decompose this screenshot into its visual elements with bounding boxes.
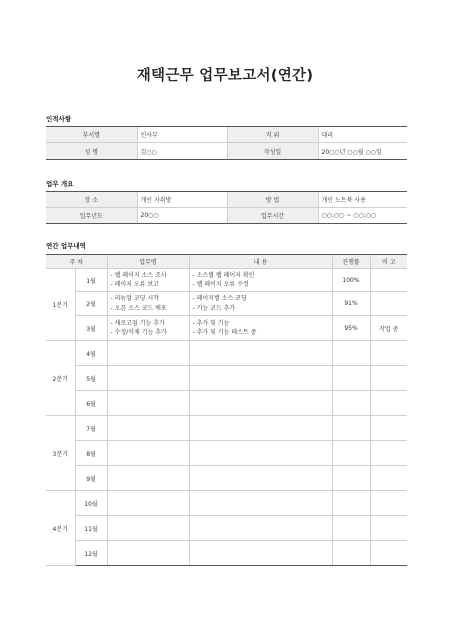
content-cell[interactable] bbox=[189, 269, 332, 292]
content-line: - 기능 코드 추가 bbox=[192, 304, 236, 312]
month-label: 8월 bbox=[75, 441, 107, 466]
content-cell[interactable] bbox=[189, 292, 332, 316]
content-line: - 추가 및 기능 테스트 중 bbox=[192, 329, 257, 336]
place-label: 장 소 bbox=[46, 192, 137, 208]
progress-cell[interactable]: 91% bbox=[332, 292, 370, 316]
content-line: - 웹 페이지 오류 수정 bbox=[192, 281, 249, 288]
content-cell[interactable] bbox=[189, 341, 332, 366]
personal-info-table bbox=[46, 126, 407, 160]
progress-cell[interactable] bbox=[332, 541, 370, 566]
content-cell[interactable] bbox=[189, 516, 332, 541]
month-label: 12월 bbox=[75, 541, 107, 566]
task-cell[interactable] bbox=[107, 269, 189, 292]
date-label: 작성일 bbox=[227, 143, 318, 160]
method-value[interactable]: 개인 노트북 사용 bbox=[318, 192, 407, 208]
task-cell[interactable] bbox=[107, 292, 189, 316]
progress-cell[interactable]: 100% bbox=[332, 269, 370, 292]
quarter-label: 2분기 bbox=[46, 341, 75, 416]
month-row bbox=[46, 416, 407, 441]
header-week: 주 차 bbox=[46, 255, 107, 269]
name-value[interactable]: 김○○ bbox=[137, 143, 227, 160]
content-cell[interactable] bbox=[189, 466, 332, 491]
progress-cell[interactable] bbox=[332, 366, 370, 391]
task-cell[interactable] bbox=[107, 416, 189, 441]
content-line: - 페이지별 소스 코딩 bbox=[192, 295, 247, 302]
note-cell[interactable] bbox=[370, 416, 407, 441]
month-label: 10월 bbox=[75, 491, 107, 516]
note-cell[interactable] bbox=[370, 441, 407, 466]
task-line: - 수정/삭제 기능 추가 bbox=[110, 329, 167, 336]
note-cell[interactable] bbox=[370, 541, 407, 566]
progress-cell[interactable] bbox=[332, 516, 370, 541]
content-cell[interactable] bbox=[189, 441, 332, 466]
note-cell[interactable] bbox=[370, 491, 407, 516]
header-task: 업무명 bbox=[107, 255, 189, 269]
progress-cell[interactable] bbox=[332, 491, 370, 516]
content-line: - 추가 및 기능 bbox=[192, 319, 230, 327]
task-cell[interactable] bbox=[107, 441, 189, 466]
month-label: 9월 bbox=[75, 466, 107, 491]
place-value[interactable]: 개인 자취방 bbox=[137, 192, 227, 208]
quarter-label: 4분기 bbox=[46, 491, 75, 566]
annual-report-table bbox=[46, 254, 407, 566]
section-personal-label: 인적사항 bbox=[46, 115, 72, 123]
task-cell[interactable] bbox=[107, 366, 189, 391]
position-label: 직 위 bbox=[227, 127, 318, 143]
month-row bbox=[46, 316, 407, 341]
content-cell[interactable] bbox=[189, 541, 332, 566]
content-line: - 소스별 웹 페이지 확인 bbox=[192, 271, 255, 279]
position-value[interactable]: 대리 bbox=[318, 127, 407, 143]
date-value[interactable]: 20○○년 ○○월 ○○일 bbox=[318, 143, 407, 160]
note-cell[interactable] bbox=[370, 292, 407, 316]
task-line: - 리뉴얼 코딩 시작 bbox=[110, 295, 159, 302]
task-cell[interactable] bbox=[107, 491, 189, 516]
month-label: 6월 bbox=[75, 391, 107, 416]
year-value[interactable]: 20○○ bbox=[137, 208, 227, 224]
month-row bbox=[46, 541, 407, 566]
month-row bbox=[46, 441, 407, 466]
month-row bbox=[46, 516, 407, 541]
method-label: 방 법 bbox=[227, 192, 318, 208]
note-cell[interactable] bbox=[370, 516, 407, 541]
month-row bbox=[46, 269, 407, 292]
note-cell[interactable] bbox=[370, 391, 407, 416]
note-cell[interactable] bbox=[370, 269, 407, 292]
task-line: - 오픈 소스 코드 배포 bbox=[110, 304, 167, 312]
note-cell[interactable] bbox=[370, 366, 407, 391]
section-overview-label: 업무 개요 bbox=[46, 180, 74, 188]
task-cell[interactable] bbox=[107, 341, 189, 366]
dept-label: 부서명 bbox=[46, 127, 137, 143]
quarter-label: 1분기 bbox=[46, 269, 75, 341]
header-note: 비 고 bbox=[370, 255, 407, 269]
task-line: - 웹 페이지 소스 조사 bbox=[110, 271, 167, 279]
progress-cell[interactable] bbox=[332, 466, 370, 491]
time-value[interactable]: ○○:○○ ~ ○○:○○ bbox=[318, 208, 407, 224]
month-row bbox=[46, 366, 407, 391]
content-cell[interactable] bbox=[189, 316, 332, 341]
month-label: 3월 bbox=[75, 316, 107, 341]
progress-cell[interactable] bbox=[332, 391, 370, 416]
month-row bbox=[46, 491, 407, 516]
section-annual-label: 연간 업무내역 bbox=[46, 242, 86, 250]
content-cell[interactable] bbox=[189, 391, 332, 416]
year-label: 업무년도 bbox=[46, 208, 137, 224]
progress-cell[interactable] bbox=[332, 341, 370, 366]
overview-table bbox=[46, 191, 407, 224]
task-cell[interactable] bbox=[107, 466, 189, 491]
progress-cell[interactable] bbox=[332, 416, 370, 441]
document-title: 재택근무 업무보고서(연간) bbox=[136, 68, 314, 84]
progress-cell[interactable]: 95% bbox=[332, 316, 370, 341]
note-cell[interactable]: 작업 중 bbox=[370, 316, 407, 341]
task-line: - 새로고침 기능 추가 bbox=[110, 319, 165, 327]
name-label: 성 명 bbox=[46, 143, 137, 160]
month-row bbox=[46, 466, 407, 491]
header-content: 내 용 bbox=[189, 255, 332, 269]
dept-value[interactable]: 인사부 bbox=[137, 127, 227, 143]
month-label: 11월 bbox=[75, 516, 107, 541]
progress-cell[interactable] bbox=[332, 441, 370, 466]
month-row bbox=[46, 391, 407, 416]
content-cell[interactable] bbox=[189, 366, 332, 391]
content-cell[interactable] bbox=[189, 491, 332, 516]
task-cell[interactable] bbox=[107, 541, 189, 566]
task-line: - 페이지 오류 보고 bbox=[110, 281, 159, 288]
month-label: 4월 bbox=[75, 341, 107, 366]
note-cell[interactable] bbox=[370, 341, 407, 366]
month-label: 2월 bbox=[75, 292, 107, 316]
task-cell[interactable] bbox=[107, 391, 189, 416]
header-progress: 진행률 bbox=[332, 255, 370, 269]
content-cell[interactable] bbox=[189, 416, 332, 441]
task-cell[interactable] bbox=[107, 316, 189, 341]
month-label: 5월 bbox=[75, 366, 107, 391]
month-row bbox=[46, 292, 407, 316]
note-cell[interactable] bbox=[370, 466, 407, 491]
quarter-label: 3분기 bbox=[46, 416, 75, 491]
task-cell[interactable] bbox=[107, 516, 189, 541]
month-label: 7월 bbox=[75, 416, 107, 441]
month-label: 1월 bbox=[75, 269, 107, 292]
month-row bbox=[46, 341, 407, 366]
time-label: 업무시간 bbox=[227, 208, 318, 224]
